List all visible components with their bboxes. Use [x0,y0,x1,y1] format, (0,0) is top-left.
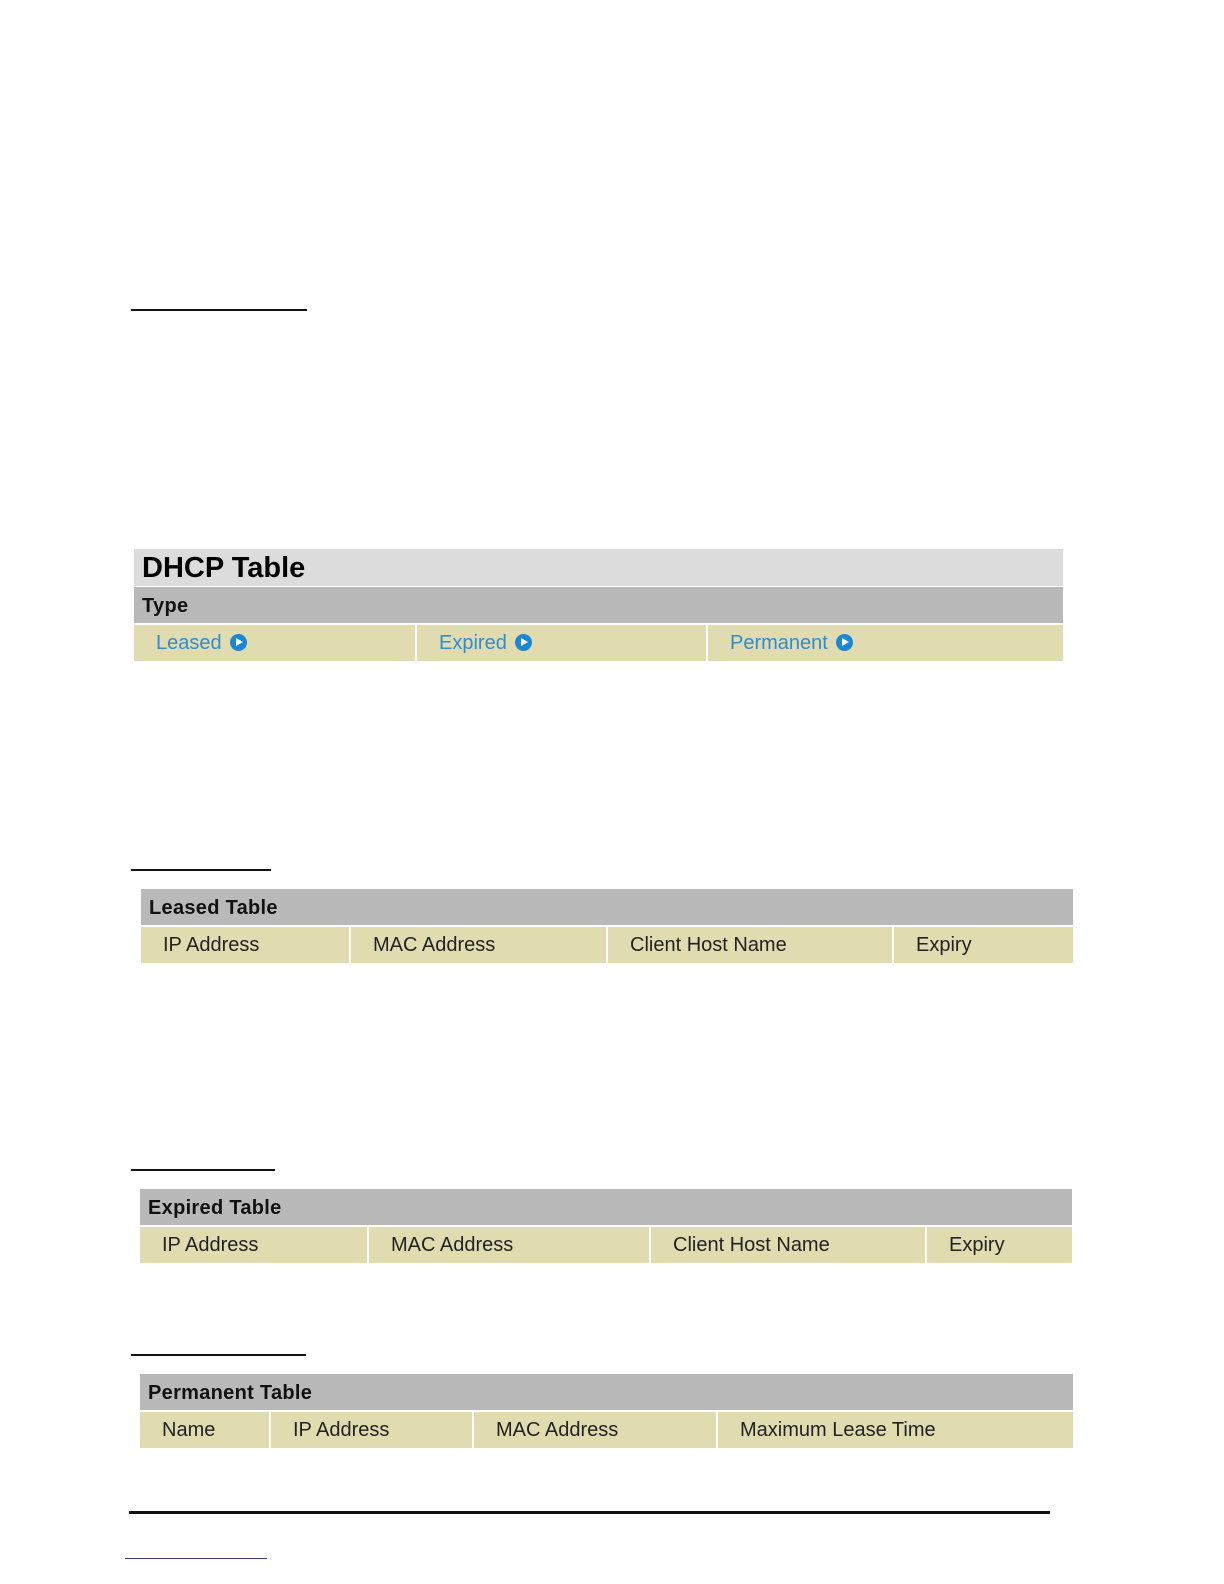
leased-table-title: Leased Table [141,889,1073,927]
permanent-link[interactable] [708,625,1063,661]
arrow-right-circle-icon[interactable] [230,634,247,651]
column-header: Client Host Name [608,927,894,963]
dhcp-table-title: DHCP Table [134,549,1063,587]
leased-link[interactable] [134,625,417,661]
section-underline-4 [131,1354,306,1356]
column-header: MAC Address [369,1227,651,1263]
dhcp-table-panel [134,549,1063,661]
expired-link-label: Expired [439,632,507,654]
permanent-table-header-row [140,1412,1073,1448]
column-header: Expiry [949,1234,1005,1256]
column-header: MAC Address [351,927,608,963]
permanent-link-label: Permanent [730,632,828,654]
arrow-right-circle-icon[interactable] [836,634,853,651]
section-underline-3 [131,1169,275,1171]
column-header: Maximum Lease Time [740,1419,936,1441]
column-header: Client Host Name [651,1227,927,1263]
leased-table-header-row [141,927,1073,963]
column-header: Expiry [916,934,972,956]
type-header: Type [134,587,1063,625]
column-header: IP Address [140,1227,369,1263]
expired-table-title: Expired Table [140,1189,1072,1227]
expired-table-header-row [140,1227,1072,1263]
permanent-table-panel [140,1374,1073,1448]
section-underline-1 [131,309,307,311]
footer-divider [129,1511,1050,1514]
expired-table-panel [140,1189,1072,1263]
leased-link-label: Leased [156,632,222,654]
permanent-table-title: Permanent Table [140,1374,1073,1412]
column-header: MAC Address [474,1412,718,1448]
column-header: IP Address [141,927,351,963]
arrow-right-circle-icon[interactable] [515,634,532,651]
expired-link[interactable] [417,625,708,661]
column-header: Name [140,1412,271,1448]
section-underline-2 [131,869,271,871]
leased-table-panel [141,889,1073,963]
column-header: IP Address [271,1412,474,1448]
footer-link-underline [125,1558,267,1559]
type-links-row [134,625,1063,661]
